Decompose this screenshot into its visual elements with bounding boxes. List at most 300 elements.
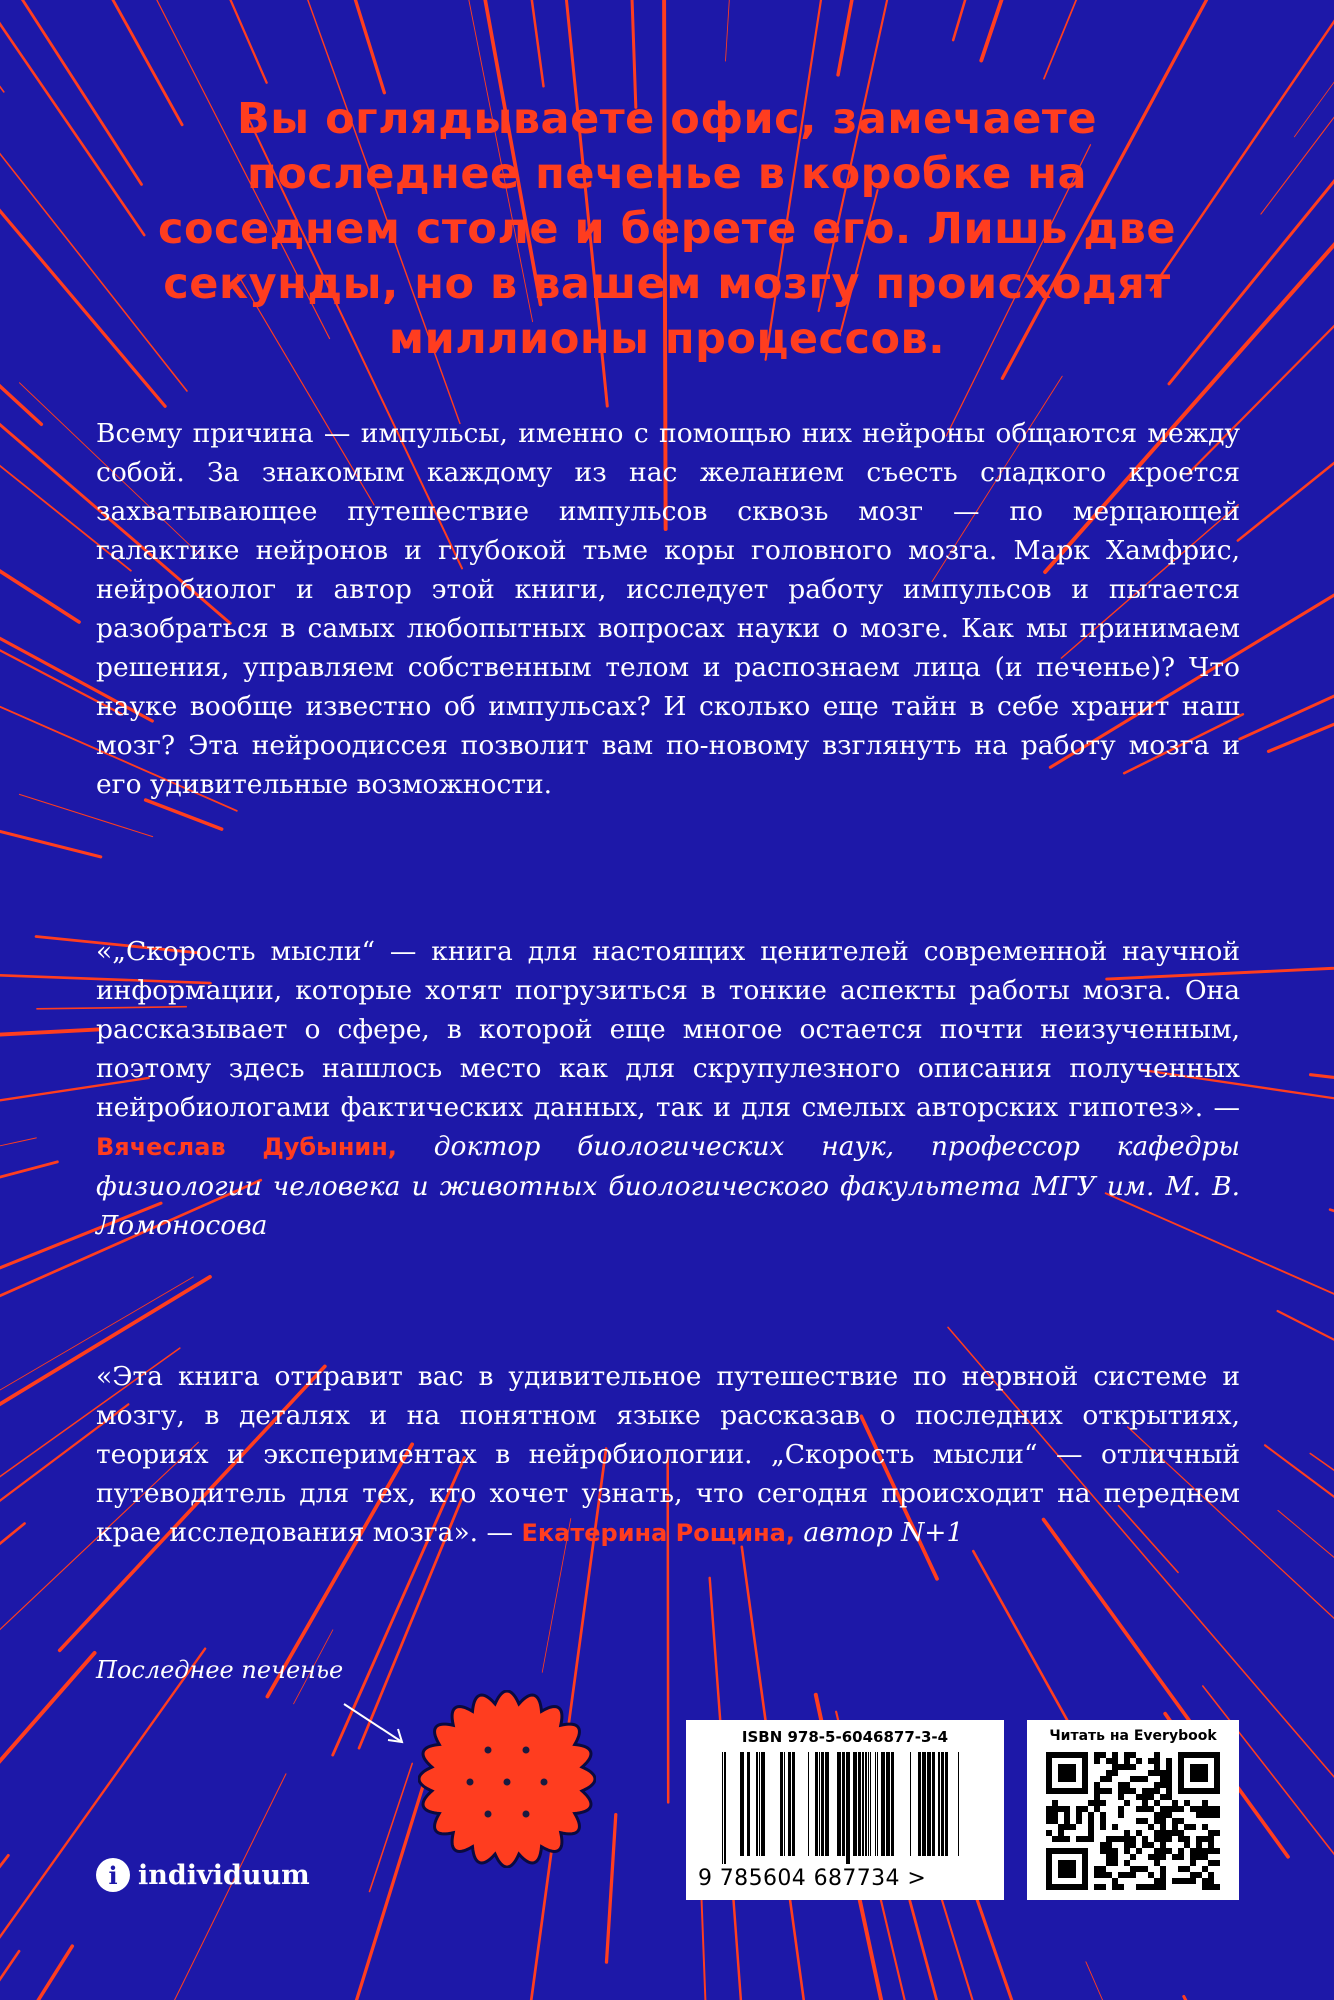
qr-module [1076,1836,1082,1842]
qr-module [1052,1800,1058,1806]
qr-module [1064,1806,1070,1812]
qr-module [1118,1884,1124,1890]
qr-module [1214,1830,1220,1836]
qr-module [1202,1866,1208,1872]
qr-module [1154,1752,1160,1758]
qr-finder-core [1058,1860,1076,1878]
barcode-bar [842,1752,845,1856]
qr-module [1136,1848,1142,1854]
qr-module [1208,1842,1214,1848]
qr-module [1130,1776,1136,1782]
qr-module [1088,1800,1094,1806]
qr-module [1142,1866,1148,1872]
barcode-bar [784,1752,785,1856]
qr-module [1094,1884,1100,1890]
qr-module [1076,1818,1082,1824]
qr-module [1124,1842,1130,1848]
qr-finder-core [1058,1764,1076,1782]
barcode-bar [846,1752,850,1864]
burst-ray [0,1649,205,2000]
qr-module [1130,1836,1136,1842]
burst-ray [1265,1445,1334,1670]
burst-ray [1184,1996,1334,2000]
qr-module [1118,1764,1124,1770]
qr-module [1184,1800,1190,1806]
qr-module [1196,1806,1202,1812]
qr-module [1154,1764,1160,1770]
qr-module [1046,1812,1052,1818]
qr-module [1094,1866,1100,1872]
qr-module [1064,1836,1070,1842]
burst-ray [0,1653,95,2000]
qr-module [1148,1788,1154,1794]
qr-module [1124,1872,1130,1878]
qr-module [1088,1824,1094,1830]
qr-module [1106,1854,1112,1860]
qr-module [1202,1800,1208,1806]
qr-module [1154,1836,1160,1842]
qr-module [1190,1872,1196,1878]
qr-module [1052,1818,1058,1824]
burst-ray [0,1523,25,2000]
qr-module [1130,1872,1136,1878]
qr-module [1142,1800,1148,1806]
isbn-barcode-block [686,1720,1004,1900]
qr-module [1202,1806,1208,1812]
barcode-bar [886,1752,890,1856]
qr-module [1154,1860,1160,1866]
qr-module [1112,1758,1118,1764]
qr-module [1172,1830,1178,1836]
qr-module [1178,1806,1184,1812]
burst-ray [1278,1510,1334,1650]
qr-module [1100,1818,1106,1824]
qr-module [1202,1854,1208,1860]
burst-ray [1240,571,1334,739]
qr-module [1106,1758,1112,1764]
qr-module [1124,1758,1130,1764]
qr-module [1196,1854,1202,1860]
qr-module [1124,1836,1130,1842]
cookie-dot [485,1747,492,1754]
qr-module [1184,1842,1190,1848]
qr-module [1118,1812,1124,1818]
barcode-bar [918,1752,921,1856]
qr-module [1148,1806,1154,1812]
qr-module [1184,1836,1190,1842]
qr-module [1184,1866,1190,1872]
qr-module [1208,1812,1214,1818]
qr-module [1130,1764,1136,1770]
qr-module [1202,1824,1208,1830]
qr-module [1118,1782,1124,1788]
qr-module [1172,1806,1178,1812]
burst-ray [0,823,101,857]
qr-label: Читать на Everybook [1049,1728,1217,1744]
qr-module [1148,1884,1154,1890]
qr-module [1124,1848,1130,1854]
barcode-bar [821,1752,824,1856]
barcode-bar [780,1752,783,1856]
qr-module [1058,1806,1064,1812]
barcode-bar [858,1752,861,1856]
qr-module [1106,1842,1112,1848]
qr-module [1172,1818,1178,1824]
qr-module [1196,1872,1202,1878]
qr-module [1112,1752,1118,1758]
qr-module [1100,1848,1106,1854]
qr-module [1196,1812,1202,1818]
qr-module [1208,1860,1214,1866]
qr-module [1214,1860,1220,1866]
qr-module [1124,1788,1130,1794]
qr-module [1160,1854,1166,1860]
isbn-digits: 9 785604 687734 > [698,1866,927,1891]
qr-module [1076,1806,1082,1812]
burst-ray [701,1885,730,2000]
qr-module [1166,1812,1172,1818]
qr-module [1190,1860,1196,1866]
qr-module [1094,1794,1100,1800]
qr-module [1166,1830,1172,1836]
barcode-bar [740,1752,744,1856]
qr-module [1172,1800,1178,1806]
qr-module [1184,1824,1190,1830]
qr-module [1202,1878,1208,1884]
qr-module [1202,1836,1208,1842]
burst-ray [0,1946,72,2000]
burst-ray [0,1029,99,1039]
burst-ray [838,0,980,75]
qr-module [1166,1758,1172,1764]
qr-module [1160,1782,1166,1788]
qr-module [1100,1788,1106,1794]
qr-module [1142,1836,1148,1842]
qr-module [1166,1836,1172,1842]
burst-ray [1238,0,1334,541]
qr-module [1100,1776,1106,1782]
qr-module [1106,1848,1112,1854]
cookie-caption: Последнее печенье [96,1656,344,1684]
qr-module [1160,1848,1166,1854]
qr-module [1172,1824,1178,1830]
qr-module [1166,1764,1172,1770]
qr-module [1166,1788,1172,1794]
qr-module [1112,1764,1118,1770]
cookie-dot [541,1779,548,1786]
barcode-bar [927,1752,931,1856]
cookie-icon [418,1690,596,1868]
barcode-bar [756,1752,758,1856]
qr-module [1094,1782,1100,1788]
qr-module [1154,1800,1160,1806]
qr-module [1202,1848,1208,1854]
burst-ray [607,1815,616,1962]
qr-module [1178,1878,1184,1884]
qr-module [1076,1812,1082,1818]
review-dubynin [96,932,1240,1245]
qr-module [1094,1872,1100,1878]
qr-module [1142,1806,1148,1812]
qr-module [1142,1842,1148,1848]
qr-module [1106,1788,1112,1794]
qr-module [1106,1836,1112,1842]
qr-module [1112,1884,1118,1890]
qr-module [1160,1842,1166,1848]
qr-module [1046,1830,1052,1836]
qr-module [1130,1752,1136,1758]
burst-ray [146,800,222,829]
qr-module [1046,1806,1052,1812]
qr-module [1166,1782,1172,1788]
qr-module [1190,1824,1196,1830]
qr-module [1142,1794,1148,1800]
qr-module [1160,1812,1166,1818]
qr-module [1148,1770,1154,1776]
qr-module [1178,1848,1184,1854]
qr-module [1106,1860,1112,1866]
qr-module [1178,1836,1184,1842]
qr-module [1130,1842,1136,1848]
headline: Вы оглядываете офис, замечаете последнее печенье в коробке на соседнем столе и берете его. Лишь две секунды, но в вашем мозгу происходят миллионы процессов. [157,94,1177,364]
qr-module [1160,1884,1166,1890]
qr-module [1154,1812,1160,1818]
qr-module [1100,1800,1106,1806]
qr-module [1148,1872,1154,1878]
burst-ray [1310,1453,1334,1866]
qr-module [1100,1824,1106,1830]
qr-module [1112,1854,1118,1860]
qr-module [1214,1812,1220,1818]
qr-module [1160,1836,1166,1842]
burst-ray [0,1138,36,1329]
qr-module [1166,1776,1172,1782]
barcode-bar [932,1752,935,1856]
qr-module [1100,1866,1106,1872]
qr-module [1064,1812,1070,1818]
barcode-bar [881,1752,885,1856]
review-roshchina [96,1357,1240,1553]
barcode-bar [891,1752,894,1856]
qr-module [1172,1854,1178,1860]
barcode-bar [761,1752,765,1856]
qr-module [1100,1872,1106,1878]
qr-module [1148,1824,1154,1830]
qr-module [1088,1836,1094,1842]
qr-module [1136,1884,1142,1890]
barcode-bar [868,1752,869,1856]
qr-module [1124,1782,1130,1788]
barcode-bar [945,1752,948,1856]
qr-module [1094,1806,1100,1812]
qr-module [1148,1842,1154,1848]
qr-module [1190,1806,1196,1812]
qr-module [1160,1794,1166,1800]
qr-module [1100,1812,1106,1818]
qr-module [1148,1794,1154,1800]
qr-module [1136,1758,1142,1764]
qr-module [1082,1836,1088,1842]
qr-module [1118,1872,1124,1878]
burst-ray [1278,1311,1334,1496]
burst-ray [1294,0,1334,137]
barcode-bar [808,1752,809,1856]
qr-module [1052,1812,1058,1818]
burst-ray [910,1901,1013,2000]
qr-module [1112,1878,1118,1884]
qr-module [1160,1830,1166,1836]
qr-module [1148,1758,1154,1764]
qr-module [1142,1776,1148,1782]
qr-module [1136,1866,1142,1872]
qr-module [1136,1806,1142,1812]
qr-module [1130,1854,1136,1860]
qr-module [1130,1866,1136,1872]
publisher-logo [96,1858,310,1892]
qr-module [1124,1800,1130,1806]
qr-module [1106,1776,1112,1782]
qr-module [1166,1806,1172,1812]
qr-module [1160,1878,1166,1884]
qr-module [1088,1830,1094,1836]
cookie-dot [523,1811,530,1818]
publisher-name: individuum [138,1859,310,1891]
qr-module [1178,1818,1184,1824]
publisher-mark: i [96,1858,130,1892]
qr-module [1154,1848,1160,1854]
cookie-dot [467,1779,474,1786]
qr-module [1190,1854,1196,1860]
qr-module [1154,1884,1160,1890]
barcode-bar [759,1752,760,1856]
cookie-dot [523,1747,530,1754]
burst-ray [1330,1210,1334,1488]
qr-module [1196,1836,1202,1842]
barcode-bar [825,1752,829,1856]
qr-module [1088,1818,1094,1824]
burst-ray [981,0,1263,61]
qr-module [1166,1794,1172,1800]
cookie-dot [485,1811,492,1818]
qr-module [1214,1848,1220,1854]
qr-finder-core [1190,1764,1208,1782]
qr-module [1118,1788,1124,1794]
qr-module [1214,1806,1220,1812]
qr-module [1130,1788,1136,1794]
qr-module [1208,1848,1214,1854]
burst-ray [1044,0,1092,79]
qr-module [1160,1770,1166,1776]
arrow-icon [340,1700,410,1750]
burst-ray [0,0,41,424]
qr-module [1112,1824,1118,1830]
qr-module [1190,1848,1196,1854]
barcode-bar [877,1752,878,1856]
barcode-bar [910,1752,911,1856]
qr-module [1154,1854,1160,1860]
qr-module [1106,1872,1112,1878]
barcode-bar [837,1752,841,1856]
qr-module [1148,1854,1154,1860]
qr-module [1112,1770,1118,1776]
qr-module [1100,1752,1106,1758]
burst-ray [0,455,79,622]
qr-module [1178,1854,1184,1860]
qr-module [1094,1788,1100,1794]
qr-module [1208,1830,1214,1836]
qr-module [1160,1806,1166,1812]
book-description: Всему причина — импульсы, именно с помощью них нейроны общаются между собой. За знакомым каждому из нас желанием съесть сладкого кроется захватывающее путешествие импульсов сквозь мозг — по мерцающей галактике нейронов и глубокой тьме коры головного мозга. Марк Хамфрис, нейробиолог и автор этой книги, исследует работу импульсов и пытается разобраться в самых любопытных вопросах науки о мозге. Как мы принимаем решения, управляем собственным телом и распознаем лица (и печенье)? Что науке вообще известно об импульсах? И сколько еще тайн в себе хранит наш мозг? Эта нейроодиссея позволит вам по-новому взглянуть на работу мозга и его удивительные возможности. [96,418,1240,800]
qr-module [1202,1884,1208,1890]
qr-module [1100,1842,1106,1848]
qr-module [1172,1878,1178,1884]
barcode-bar [747,1752,750,1856]
burst-ray [0,1951,19,2000]
qr-module [1052,1806,1058,1812]
reviewer-role: автор N+1 [803,1517,964,1548]
qr-module [1166,1848,1172,1854]
qr-module [1094,1800,1100,1806]
qr-module [1112,1860,1118,1866]
barcode-bar [875,1752,876,1856]
qr-module [1214,1884,1220,1890]
qr-module [1208,1884,1214,1890]
reviewer-name: Екатерина Рощина, [521,1519,795,1547]
barcode-bar [865,1752,867,1856]
qr-module [1154,1878,1160,1884]
qr-module [1124,1830,1130,1836]
qr-module [1208,1836,1214,1842]
reviewer-name: Вячеслав Дубынин, [96,1133,397,1161]
review-quote: «„Скорость мысли“ — книга для настоящих ценителей современной научной информации, которые хотят погрузиться в тонкие аспекты работы мозга. Она рассказывает о сфере, в которой еще многое остается почти неизученным, поэтому здесь нашлось место как для скрупулезного описания полученных нейробиологами фактических данных, так и для смелых авторских гипотез». — [96,936,1240,1123]
qr-module [1094,1758,1100,1764]
qr-module [1142,1818,1148,1824]
barcode-bar [958,1752,959,1856]
qr-module [1106,1770,1112,1776]
qr-module [1142,1788,1148,1794]
review-quote: «Эта книга отправит вас в удивительное путешествие по нервной системе и мозгу, в деталях и на понятном языке рассказав о последних открытиях, теориях и экспериментах в нейробиологии. „Скорость мысли“ — отличный путеводитель для тех, кто хочет узнать, что сегодня происходит на переднем крае исследования мозга». — [96,1361,1240,1548]
barcode-bar [941,1752,944,1856]
qr-module [1136,1818,1142,1824]
qr-module [1124,1752,1130,1758]
barcode-bar [815,1752,818,1856]
qr-block[interactable] [1027,1720,1239,1900]
burst-ray [159,0,385,93]
qr-module [1196,1842,1202,1848]
qr-module [1154,1788,1160,1794]
qr-module [1208,1878,1214,1884]
burst-ray [1086,1962,1334,2000]
qr-module [1082,1806,1088,1812]
qr-module [1064,1824,1070,1830]
qr-module [1100,1884,1106,1890]
qr-module [1112,1848,1118,1854]
qr-module [1118,1794,1124,1800]
qr-module [1190,1878,1196,1884]
burst-ray [0,1162,57,1326]
qr-code-icon[interactable] [1046,1752,1220,1890]
qr-module [1094,1752,1100,1758]
qr-module [1196,1848,1202,1854]
qr-module [1142,1884,1148,1890]
barcode-bar [819,1752,820,1856]
qr-module [1178,1866,1184,1872]
qr-module [1088,1812,1094,1818]
barcode-bar [788,1752,791,1856]
qr-module [1160,1824,1166,1830]
barcode-bar [938,1752,940,1856]
qr-module [1124,1764,1130,1770]
